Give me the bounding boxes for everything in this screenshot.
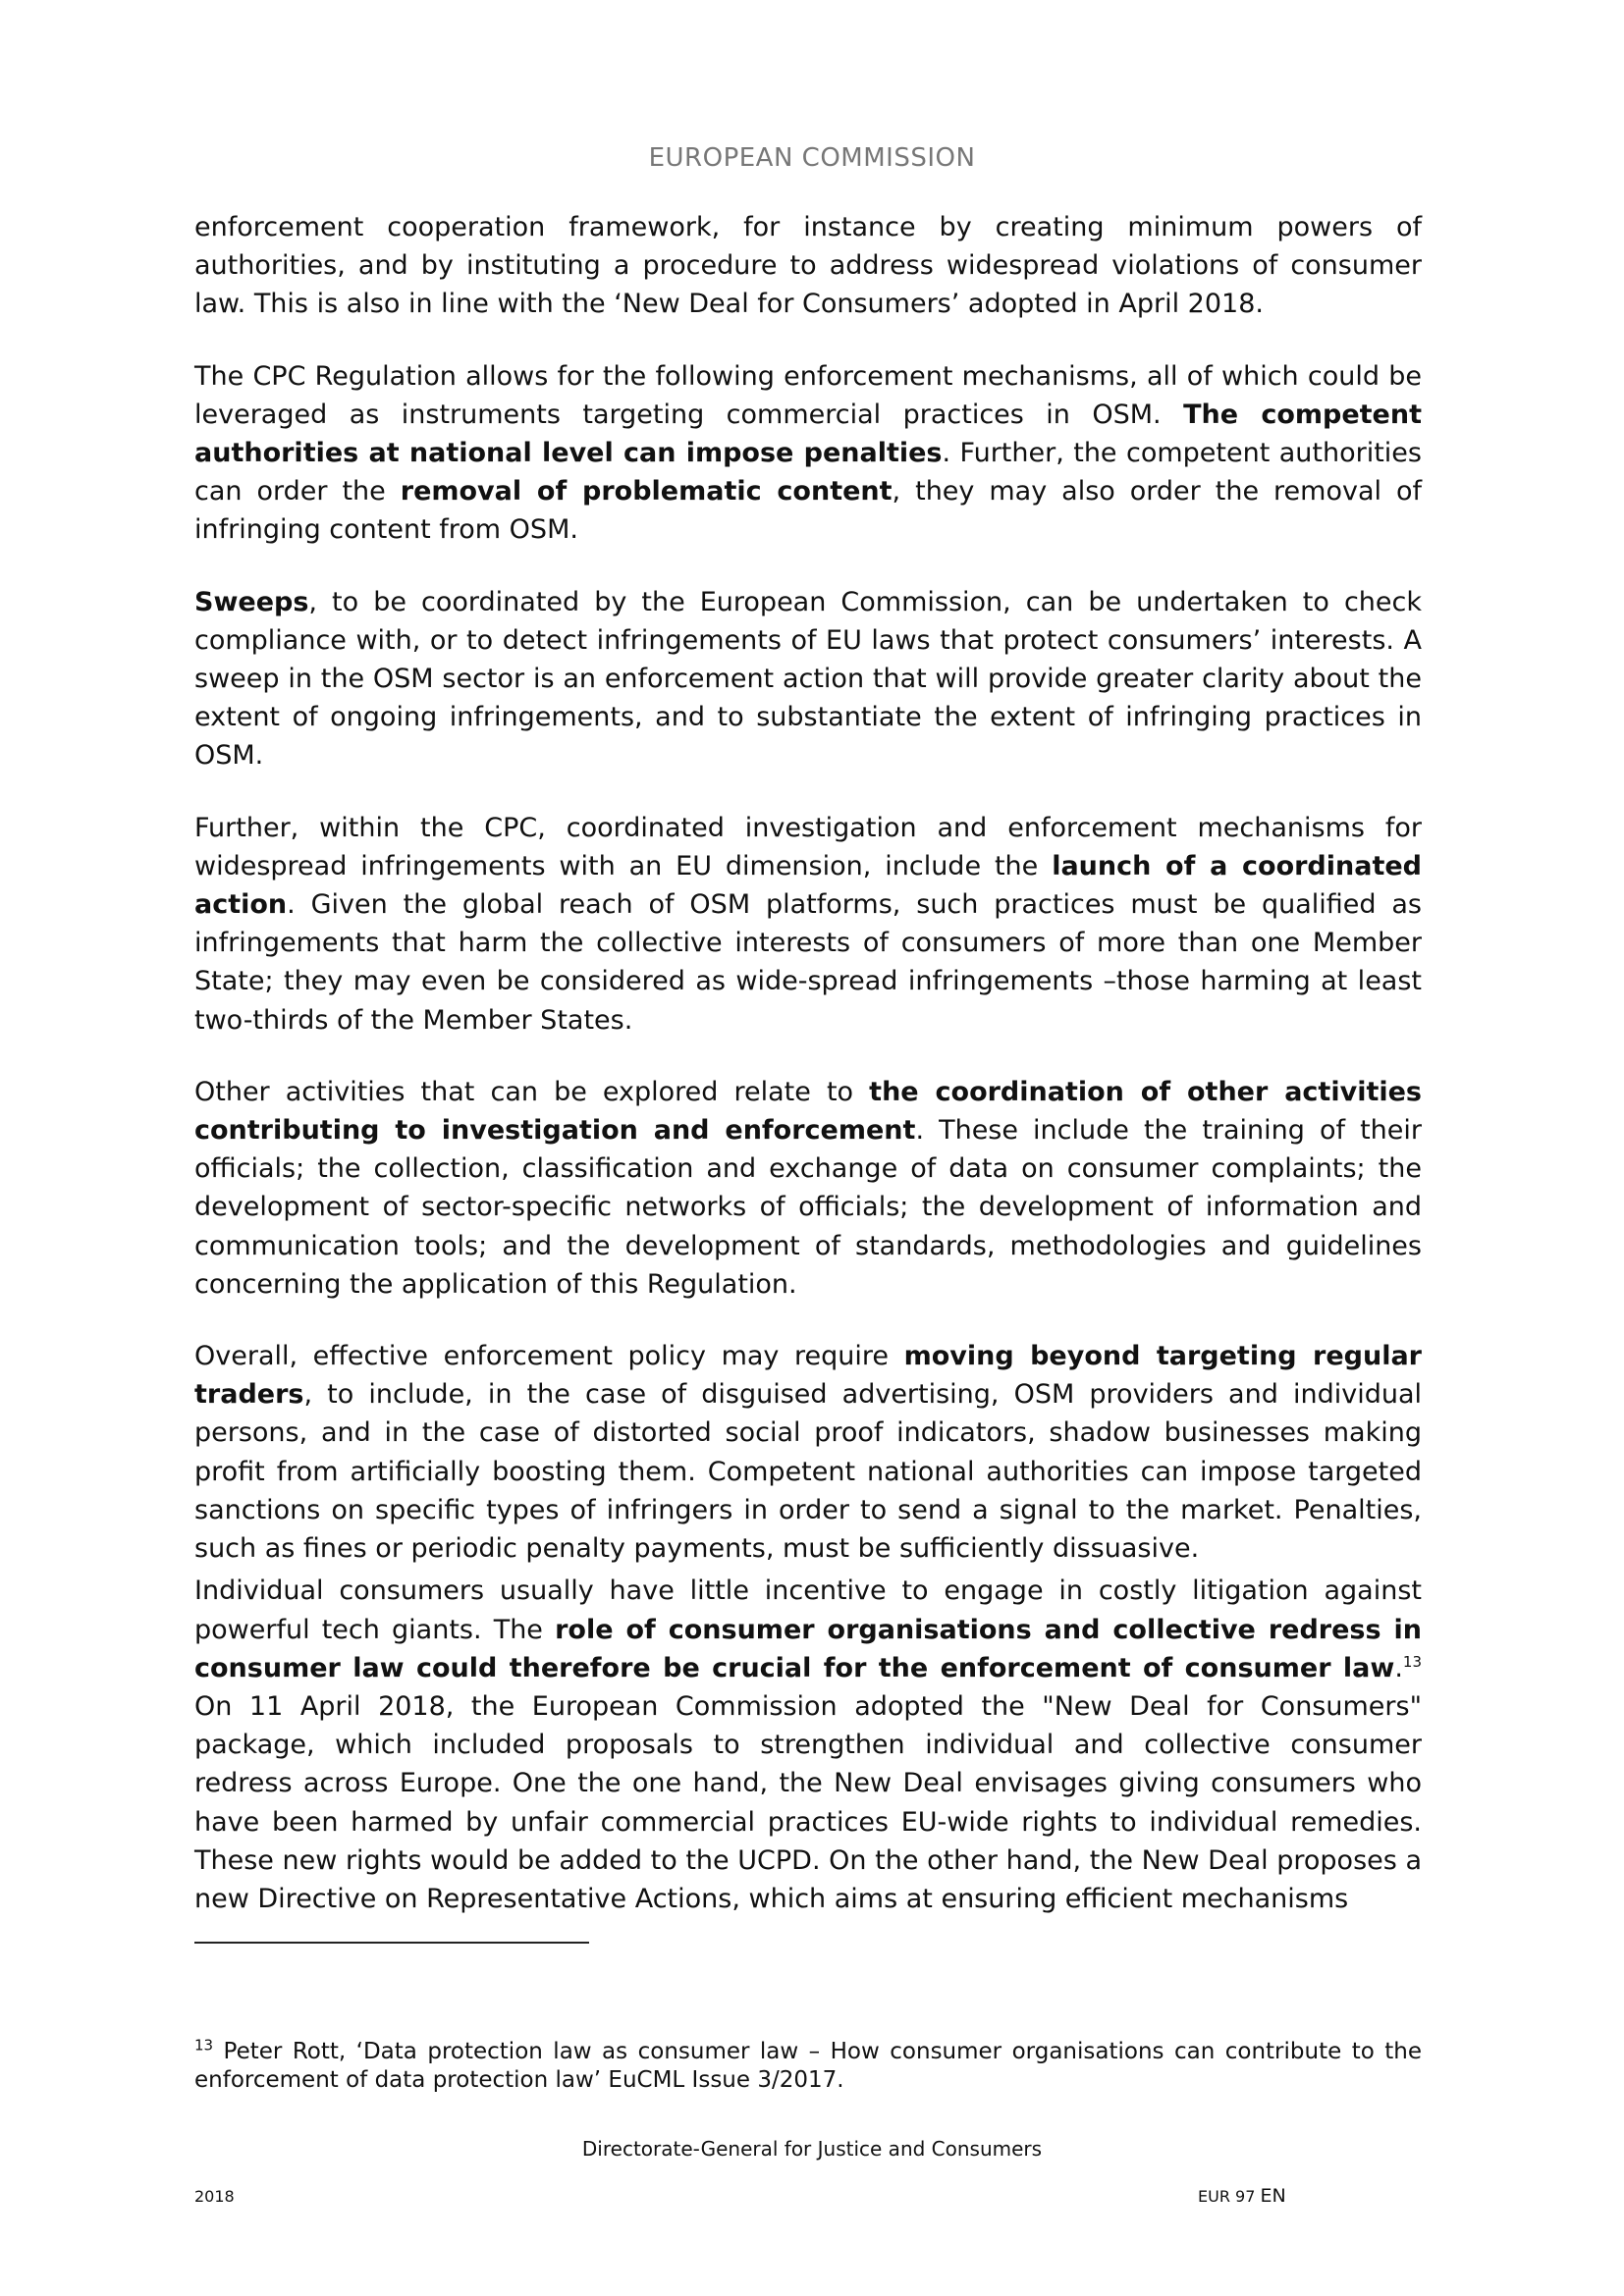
bold-penalties: The competent authorities at national level can impose penalties bbox=[194, 399, 1422, 469]
page-header-title: EUROPEAN COMMISSION bbox=[648, 143, 976, 173]
bold-coordinated-action: launch of a coordinated action bbox=[194, 850, 1422, 921]
footer-language: EN bbox=[1260, 2185, 1286, 2207]
paragraph-3: Sweeps, to be coordinated by the European Commission, can be undertaken to check compliance with, or to detect infringements of EU laws that protect consumers’ interests. A sweep in the OSM sector is an enforcement action that will provide greater clarity about the extent of ongoing infringements, and to substantiate the extent of infringing practices in OSM. bbox=[194, 586, 1422, 772]
footer-reference bbox=[1198, 2185, 1286, 2207]
bold-removal: removal of problematic content bbox=[400, 476, 893, 507]
footnote-number: 13 bbox=[194, 2036, 214, 2055]
bold-coordination: the coordination of other activities contributing to investigation and enforcement bbox=[194, 1076, 1422, 1147]
footnote-reference[interactable]: 13 bbox=[1402, 1652, 1422, 1671]
paragraph-6: Overall, effective enforcement policy may require moving beyond targeting regular traders, to include, in the case of disguised advertising, OSM providers and individual persons, and in the case of distorted social proof indicators, shadow businesses making profit from artificially boosting them. Competent national authorities can impose targeted sanctions on specific types of infringers in order to send a signal to the market. Penalties, such as fines or periodic penalty payments, must be sufficiently dissuasive. bbox=[194, 1341, 1422, 1565]
footnote-13 bbox=[194, 2038, 1422, 2095]
footer-ref-number: EUR 97 bbox=[1198, 2187, 1256, 2206]
main-text bbox=[194, 208, 1422, 1951]
paragraph-2: The CPC Regulation allows for the following enforcement mechanisms, all of which could be leveraged as instruments targeting commercial practices in OSM. The competent authorities at national level can impose penalties. Further, the competent authorities can order the removal of problematic content, they may also order the removal of infringing content from OSM. bbox=[194, 360, 1422, 546]
footer-year: 2018 bbox=[194, 2187, 235, 2206]
footer-directorate: Directorate-General for Justice and Consumers bbox=[581, 2137, 1043, 2161]
bold-beyond-traders: moving beyond targeting regular traders bbox=[194, 1341, 1422, 1411]
paragraph-1: enforcement cooperation framework, for instance by creating minimum powers of authorities, and by instituting a procedure to address widespread violations of consumer law. This is also in line with the ‘New Deal for Consumers’ adopted in April 2018. bbox=[194, 212, 1422, 320]
bold-sweeps: Sweeps bbox=[194, 586, 309, 617]
bold-consumer-organisations: role of consumer organisations and collective redress in consumer law could therefore be crucial for the enforcement of consumer law bbox=[194, 1614, 1422, 1683]
paragraph-7: Individual consumers usually have little incentive to engage in costly litigation against powerful tech giants. The role of consumer organisations and collective redress in consumer law could therefore be crucial for the enforcement of consumer law.$^{13}$ On 11 April 2018, the European Commission adopted the "New Deal for Consumers" package, which included proposals to strengthen individual and collective consumer redress across Europe. One the one hand, the New Deal envisages giving consumers who have been harmed by unfair commercial practices EU-wide rights to individual remedies. These new rights would be added to the UCPD. On the other hand, the New Deal proposes a new Directive on Representative Actions, which aims at ensuring efficient mechanisms bbox=[194, 1575, 1422, 1914]
paragraph-5: Other activities that can be explored relate to the coordination of other activities contributing to investigation and enforcement. These include the training of their officials; the collection, classification and exchange of data on consumer complaints; the development of sector-specific networks of officials; the development of information and communication tools; and the development of standards, methodologies and guidelines concerning the application of this Regulation. bbox=[194, 1076, 1423, 1300]
footnote-text: Peter Rott, ‘Data protection law as consumer law – How consumer organisations can contribute to the enforcement of data protection law’ EuCML Issue 3/2017. bbox=[194, 2039, 1422, 2093]
paragraph-4: Further, within the CPC, coordinated investigation and enforcement mechanisms for widespread infringements with an EU dimension, include the launch of a coordinated action. Given the global reach of OSM platforms, such practices must be qualified as infringements that harm the collective interests of consumers of more than one Member State; they may even be considered as wide-spread infringements –those harming at least two-thirds of the Member States. bbox=[194, 812, 1422, 1036]
footnote-separator bbox=[194, 1942, 589, 1944]
